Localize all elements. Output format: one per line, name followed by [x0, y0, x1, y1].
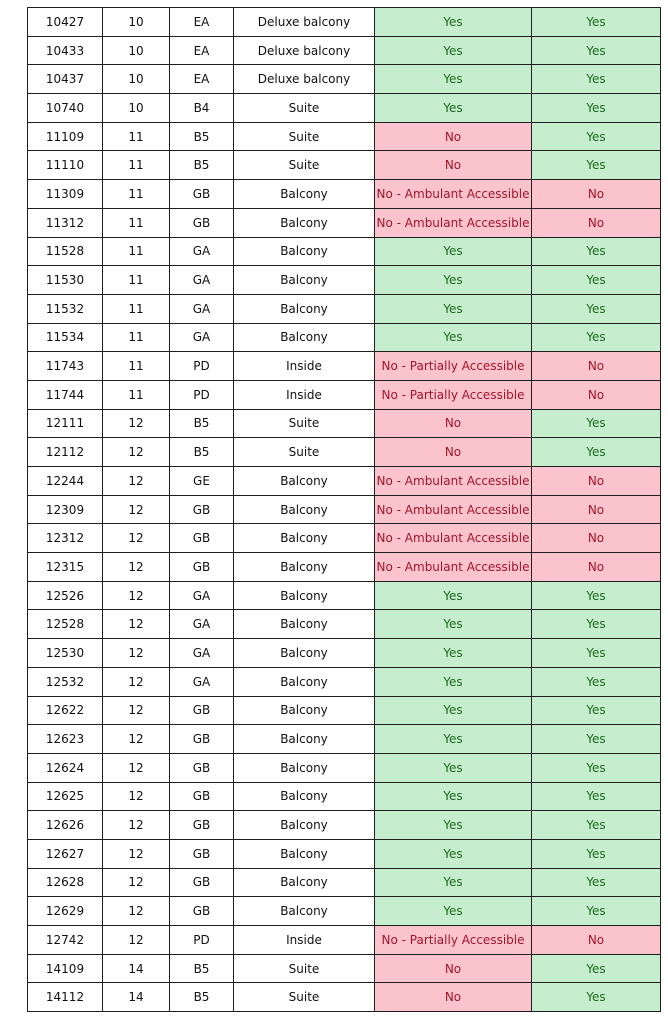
deck-cell: 11: [103, 266, 170, 295]
wheelchair-status-cell: No: [532, 553, 661, 582]
category-cell: GB: [170, 553, 234, 582]
deck-cell: 12: [103, 581, 170, 610]
cabin-number-cell: 12623: [28, 725, 103, 754]
cabin-number-cell: 11309: [28, 180, 103, 209]
wheelchair-status-cell: Yes: [532, 581, 661, 610]
accessible-status-cell: No: [375, 983, 532, 1012]
accessible-status-cell: No - Ambulant Accessible: [375, 495, 532, 524]
accessible-status-cell: No: [375, 151, 532, 180]
cabin-number-cell: 11532: [28, 294, 103, 323]
accessible-status-cell: No - Ambulant Accessible: [375, 524, 532, 553]
accessible-status-cell: Yes: [375, 696, 532, 725]
table-row: [28, 266, 661, 295]
deck-cell: 11: [103, 208, 170, 237]
deck-cell: 12: [103, 725, 170, 754]
cabin-number-cell: 12624: [28, 753, 103, 782]
category-cell: GB: [170, 897, 234, 926]
category-cell: GA: [170, 294, 234, 323]
cabin-type-cell: Balcony: [234, 897, 375, 926]
table-row: [28, 294, 661, 323]
cabin-type-cell: Balcony: [234, 323, 375, 352]
cabin-number-cell: 11312: [28, 208, 103, 237]
table-row: [28, 696, 661, 725]
cabin-type-cell: Balcony: [234, 553, 375, 582]
wheelchair-status-cell: Yes: [532, 8, 661, 37]
table-row: [28, 409, 661, 438]
cabin-type-cell: Balcony: [234, 839, 375, 868]
table-row: [28, 954, 661, 983]
wheelchair-status-cell: Yes: [532, 811, 661, 840]
cabin-type-cell: Balcony: [234, 180, 375, 209]
category-cell: EA: [170, 36, 234, 65]
deck-cell: 12: [103, 811, 170, 840]
wheelchair-status-cell: No: [532, 495, 661, 524]
table-row: [28, 581, 661, 610]
cabin-type-cell: Deluxe balcony: [234, 65, 375, 94]
category-cell: GB: [170, 753, 234, 782]
cabin-number-cell: 10433: [28, 36, 103, 65]
cabin-type-cell: Suite: [234, 983, 375, 1012]
category-cell: GA: [170, 237, 234, 266]
cabin-type-cell: Suite: [234, 409, 375, 438]
accessible-status-cell: No - Partially Accessible: [375, 380, 532, 409]
wheelchair-status-cell: Yes: [532, 725, 661, 754]
category-cell: GA: [170, 610, 234, 639]
cabin-type-cell: Balcony: [234, 467, 375, 496]
category-cell: EA: [170, 65, 234, 94]
deck-cell: 12: [103, 495, 170, 524]
wheelchair-status-cell: Yes: [532, 36, 661, 65]
deck-cell: 11: [103, 151, 170, 180]
wheelchair-status-cell: No: [532, 467, 661, 496]
category-cell: GB: [170, 725, 234, 754]
deck-cell: 12: [103, 610, 170, 639]
deck-cell: 10: [103, 94, 170, 123]
cabin-number-cell: 12312: [28, 524, 103, 553]
table-row: [28, 983, 661, 1012]
wheelchair-status-cell: Yes: [532, 868, 661, 897]
deck-cell: 12: [103, 926, 170, 955]
accessible-status-cell: Yes: [375, 811, 532, 840]
accessible-status-cell: No: [375, 954, 532, 983]
cabin-number-cell: 11528: [28, 237, 103, 266]
category-cell: PD: [170, 926, 234, 955]
cabin-number-cell: 12627: [28, 839, 103, 868]
deck-cell: 10: [103, 36, 170, 65]
accessible-status-cell: Yes: [375, 65, 532, 94]
category-cell: GB: [170, 811, 234, 840]
cabin-accessibility-table: [27, 7, 661, 1012]
category-cell: GE: [170, 467, 234, 496]
cabin-number-cell: 12111: [28, 409, 103, 438]
accessible-status-cell: Yes: [375, 94, 532, 123]
cabin-type-cell: Balcony: [234, 294, 375, 323]
deck-cell: 11: [103, 237, 170, 266]
wheelchair-status-cell: No: [532, 524, 661, 553]
wheelchair-status-cell: Yes: [532, 266, 661, 295]
cabin-type-cell: Deluxe balcony: [234, 8, 375, 37]
accessible-status-cell: Yes: [375, 36, 532, 65]
cabin-number-cell: 12530: [28, 639, 103, 668]
category-cell: B5: [170, 954, 234, 983]
deck-cell: 10: [103, 8, 170, 37]
deck-cell: 14: [103, 954, 170, 983]
cabin-type-cell: Balcony: [234, 696, 375, 725]
cabin-type-cell: Balcony: [234, 610, 375, 639]
table-row: [28, 122, 661, 151]
accessible-status-cell: Yes: [375, 610, 532, 639]
deck-cell: 11: [103, 323, 170, 352]
accessible-status-cell: No: [375, 438, 532, 467]
cabin-number-cell: 12742: [28, 926, 103, 955]
cabin-type-cell: Balcony: [234, 753, 375, 782]
cabin-number-cell: 12528: [28, 610, 103, 639]
wheelchair-status-cell: Yes: [532, 639, 661, 668]
table-row: [28, 467, 661, 496]
table-row: [28, 639, 661, 668]
table-row: [28, 811, 661, 840]
deck-cell: 11: [103, 294, 170, 323]
cabin-number-cell: 12628: [28, 868, 103, 897]
cabin-number-cell: 12309: [28, 495, 103, 524]
category-cell: PD: [170, 380, 234, 409]
category-cell: GB: [170, 495, 234, 524]
table-row: [28, 65, 661, 94]
category-cell: PD: [170, 352, 234, 381]
cabin-type-cell: Suite: [234, 122, 375, 151]
cabin-type-cell: Balcony: [234, 524, 375, 553]
cabin-type-cell: Balcony: [234, 581, 375, 610]
cabin-number-cell: 11110: [28, 151, 103, 180]
accessible-status-cell: Yes: [375, 753, 532, 782]
table-row: [28, 323, 661, 352]
category-cell: B5: [170, 151, 234, 180]
table-row: [28, 352, 661, 381]
wheelchair-status-cell: Yes: [532, 151, 661, 180]
category-cell: GA: [170, 667, 234, 696]
table-row: [28, 868, 661, 897]
wheelchair-status-cell: Yes: [532, 782, 661, 811]
table-row: [28, 380, 661, 409]
wheelchair-status-cell: Yes: [532, 438, 661, 467]
wheelchair-status-cell: Yes: [532, 122, 661, 151]
cabin-number-cell: 14112: [28, 983, 103, 1012]
category-cell: GA: [170, 323, 234, 352]
cabin-number-cell: 11109: [28, 122, 103, 151]
table-row: [28, 237, 661, 266]
accessible-status-cell: Yes: [375, 725, 532, 754]
table-row: [28, 524, 661, 553]
cabin-type-cell: Suite: [234, 438, 375, 467]
table-row: [28, 208, 661, 237]
cabin-type-cell: Balcony: [234, 208, 375, 237]
table-row: [28, 610, 661, 639]
category-cell: GB: [170, 180, 234, 209]
wheelchair-status-cell: No: [532, 208, 661, 237]
table-row: [28, 897, 661, 926]
deck-cell: 12: [103, 639, 170, 668]
deck-cell: 10: [103, 65, 170, 94]
category-cell: B5: [170, 409, 234, 438]
table-row: [28, 839, 661, 868]
wheelchair-status-cell: No: [532, 352, 661, 381]
table-row: [28, 553, 661, 582]
table-row: [28, 926, 661, 955]
cabin-type-cell: Balcony: [234, 667, 375, 696]
accessible-status-cell: Yes: [375, 782, 532, 811]
accessible-status-cell: Yes: [375, 581, 532, 610]
wheelchair-status-cell: Yes: [532, 237, 661, 266]
deck-cell: 12: [103, 782, 170, 811]
accessible-status-cell: No - Partially Accessible: [375, 926, 532, 955]
cabin-number-cell: 12526: [28, 581, 103, 610]
accessible-status-cell: No: [375, 409, 532, 438]
table-row: [28, 151, 661, 180]
wheelchair-status-cell: Yes: [532, 954, 661, 983]
table-row: [28, 180, 661, 209]
deck-cell: 12: [103, 868, 170, 897]
accessible-status-cell: Yes: [375, 294, 532, 323]
wheelchair-status-cell: Yes: [532, 94, 661, 123]
wheelchair-status-cell: Yes: [532, 294, 661, 323]
wheelchair-status-cell: Yes: [532, 897, 661, 926]
category-cell: GA: [170, 639, 234, 668]
accessible-status-cell: No: [375, 122, 532, 151]
category-cell: GB: [170, 524, 234, 553]
category-cell: GB: [170, 839, 234, 868]
wheelchair-status-cell: Yes: [532, 696, 661, 725]
deck-cell: 12: [103, 553, 170, 582]
deck-cell: 12: [103, 753, 170, 782]
accessible-status-cell: No - Partially Accessible: [375, 352, 532, 381]
wheelchair-status-cell: Yes: [532, 667, 661, 696]
wheelchair-status-cell: No: [532, 180, 661, 209]
wheelchair-status-cell: Yes: [532, 753, 661, 782]
table-row: [28, 438, 661, 467]
wheelchair-status-cell: Yes: [532, 839, 661, 868]
cabin-type-cell: Balcony: [234, 639, 375, 668]
wheelchair-status-cell: Yes: [532, 65, 661, 94]
cabin-type-cell: Suite: [234, 954, 375, 983]
deck-cell: 12: [103, 667, 170, 696]
accessible-status-cell: Yes: [375, 8, 532, 37]
table-row: [28, 725, 661, 754]
accessible-status-cell: Yes: [375, 266, 532, 295]
accessible-status-cell: Yes: [375, 323, 532, 352]
category-cell: GB: [170, 782, 234, 811]
cabin-type-cell: Inside: [234, 380, 375, 409]
category-cell: EA: [170, 8, 234, 37]
deck-cell: 12: [103, 897, 170, 926]
table-row: [28, 667, 661, 696]
category-cell: B5: [170, 983, 234, 1012]
cabin-number-cell: 11530: [28, 266, 103, 295]
deck-cell: 12: [103, 438, 170, 467]
deck-cell: 12: [103, 409, 170, 438]
deck-cell: 12: [103, 696, 170, 725]
category-cell: GB: [170, 208, 234, 237]
cabin-number-cell: 12315: [28, 553, 103, 582]
cabin-type-cell: Inside: [234, 926, 375, 955]
accessible-status-cell: Yes: [375, 839, 532, 868]
wheelchair-status-cell: Yes: [532, 323, 661, 352]
wheelchair-status-cell: Yes: [532, 610, 661, 639]
table-row: [28, 36, 661, 65]
cabin-number-cell: 10427: [28, 8, 103, 37]
cabin-number-cell: 12629: [28, 897, 103, 926]
wheelchair-status-cell: No: [532, 380, 661, 409]
cabin-type-cell: Balcony: [234, 868, 375, 897]
cabin-number-cell: 12626: [28, 811, 103, 840]
cabin-number-cell: 11743: [28, 352, 103, 381]
cabin-number-cell: 12112: [28, 438, 103, 467]
deck-cell: 12: [103, 524, 170, 553]
cabin-type-cell: Balcony: [234, 782, 375, 811]
cabin-number-cell: 12622: [28, 696, 103, 725]
accessible-status-cell: Yes: [375, 667, 532, 696]
accessible-status-cell: No - Ambulant Accessible: [375, 208, 532, 237]
cabin-type-cell: Balcony: [234, 725, 375, 754]
cabin-type-cell: Suite: [234, 94, 375, 123]
cabin-type-cell: Balcony: [234, 237, 375, 266]
deck-cell: 12: [103, 839, 170, 868]
deck-cell: 11: [103, 352, 170, 381]
cabin-number-cell: 10437: [28, 65, 103, 94]
deck-cell: 11: [103, 180, 170, 209]
cabin-type-cell: Balcony: [234, 495, 375, 524]
cabin-number-cell: 12244: [28, 467, 103, 496]
deck-cell: 11: [103, 122, 170, 151]
table-row: [28, 782, 661, 811]
cabin-type-cell: Balcony: [234, 266, 375, 295]
accessible-status-cell: Yes: [375, 868, 532, 897]
category-cell: GA: [170, 266, 234, 295]
category-cell: GA: [170, 581, 234, 610]
accessible-status-cell: No - Ambulant Accessible: [375, 553, 532, 582]
wheelchair-status-cell: Yes: [532, 409, 661, 438]
deck-cell: 14: [103, 983, 170, 1012]
category-cell: B5: [170, 122, 234, 151]
cabin-type-cell: Suite: [234, 151, 375, 180]
cabin-number-cell: 10740: [28, 94, 103, 123]
cabin-type-cell: Balcony: [234, 811, 375, 840]
accessible-status-cell: Yes: [375, 639, 532, 668]
category-cell: B5: [170, 438, 234, 467]
category-cell: GB: [170, 696, 234, 725]
table-row: [28, 8, 661, 37]
table-row: [28, 753, 661, 782]
cabin-number-cell: 12625: [28, 782, 103, 811]
accessible-status-cell: No - Ambulant Accessible: [375, 467, 532, 496]
cabin-type-cell: Deluxe balcony: [234, 36, 375, 65]
cabin-number-cell: 14109: [28, 954, 103, 983]
cabin-number-cell: 11744: [28, 380, 103, 409]
accessible-status-cell: Yes: [375, 897, 532, 926]
accessible-status-cell: Yes: [375, 237, 532, 266]
table-body: [28, 8, 661, 1012]
wheelchair-status-cell: Yes: [532, 983, 661, 1012]
table-row: [28, 495, 661, 524]
cabin-type-cell: Inside: [234, 352, 375, 381]
cabin-number-cell: 12532: [28, 667, 103, 696]
accessible-status-cell: No - Ambulant Accessible: [375, 180, 532, 209]
wheelchair-status-cell: No: [532, 926, 661, 955]
cabin-number-cell: 11534: [28, 323, 103, 352]
deck-cell: 11: [103, 380, 170, 409]
deck-cell: 12: [103, 467, 170, 496]
category-cell: GB: [170, 868, 234, 897]
table-row: [28, 94, 661, 123]
category-cell: B4: [170, 94, 234, 123]
